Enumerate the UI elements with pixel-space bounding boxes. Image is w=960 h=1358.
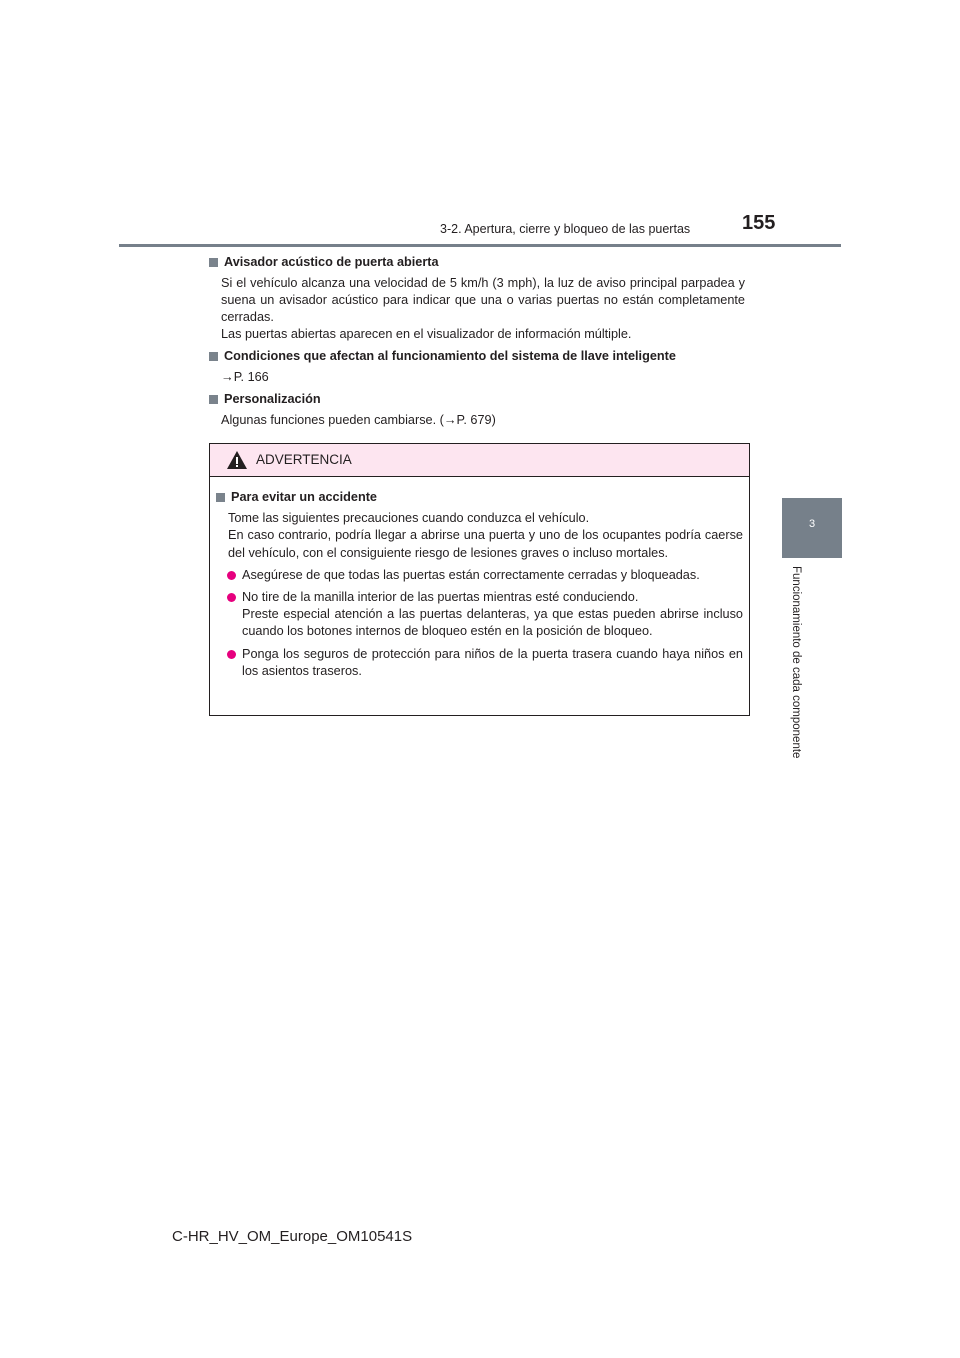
bullet-text: No tire de la manilla interior de las puertas mientras esté conduciendo.	[242, 590, 639, 605]
section-heading: Condiciones que afectan al funcionamiento del sistema de llave inteligente	[224, 349, 676, 363]
section-smart-key-conditions	[209, 348, 745, 386]
header-divider	[119, 244, 841, 247]
section-heading: Avisador acústico de puerta abierta	[224, 255, 439, 269]
bullet-text: Asegúrese de que todas las puertas están correctamente cerradas y bloqueadas.	[242, 567, 700, 582]
chapter-tab	[782, 498, 842, 558]
chapter-number: 3	[808, 518, 816, 530]
warning-title: ADVERTENCIA	[256, 452, 352, 467]
circle-bullet-icon	[227, 650, 236, 659]
warning-triangle-icon	[226, 450, 248, 470]
circle-bullet-icon	[227, 593, 236, 602]
section-header-title: 3-2. Apertura, cierre y bloqueo de las puertas	[440, 222, 691, 236]
paragraph: Si el vehículo alcanza una velocidad de 5 km/h (3 mph), la luz de aviso principal parpadea y suena un avisador acústico para indicar que una o varias puertas no están completamente cerradas.	[221, 276, 745, 324]
square-bullet-icon	[216, 493, 225, 502]
square-bullet-icon	[209, 395, 218, 404]
paragraph: Tome las siguientes precauciones cuando conduzca el vehículo.	[228, 511, 590, 526]
warning-bullet	[227, 567, 743, 584]
bullet-text: Ponga los seguros de protección para niños de la puerta trasera cuando haya niños en los asientos traseros.	[242, 646, 743, 678]
warning-body	[210, 477, 749, 680]
warning-box	[209, 443, 750, 716]
warning-header	[210, 444, 749, 477]
paragraph: Algunas funciones pueden cambiarse. (→P. 679)	[221, 413, 496, 427]
main-content	[209, 254, 745, 434]
circle-bullet-icon	[227, 571, 236, 580]
document-code: C-HR_HV_OM_Europe_OM10541S	[172, 1228, 413, 1245]
square-bullet-icon	[209, 258, 218, 267]
warning-bullet	[227, 589, 743, 641]
warning-subheading: Para evitar un accidente	[231, 490, 377, 504]
paragraph: En caso contrario, podría llegar a abrirse una puerta y uno de los ocupantes podría caerse del vehículo, con el consiguiente riesgo de lesiones graves o incluso mortales.	[228, 528, 743, 560]
paragraph: Las puertas abiertas aparecen en el visualizador de información múltiple.	[221, 327, 632, 341]
section-heading: Personalización	[224, 392, 321, 406]
square-bullet-icon	[209, 352, 218, 361]
page-reference-link[interactable]: →P. 166	[221, 370, 269, 384]
chapter-label: Funcionamiento de cada componente	[790, 566, 802, 759]
bullet-text: Preste especial atención a las puertas delanteras, ya que estas pueden abrirse incluso cuando los botones internos de bloqueo estén en la posición de bloqueo.	[242, 607, 743, 639]
section-door-buzzer	[209, 254, 745, 343]
page-number: 155	[742, 212, 776, 234]
warning-bullet	[227, 646, 743, 680]
chapter-label-container	[782, 566, 812, 786]
section-customization	[209, 391, 745, 429]
